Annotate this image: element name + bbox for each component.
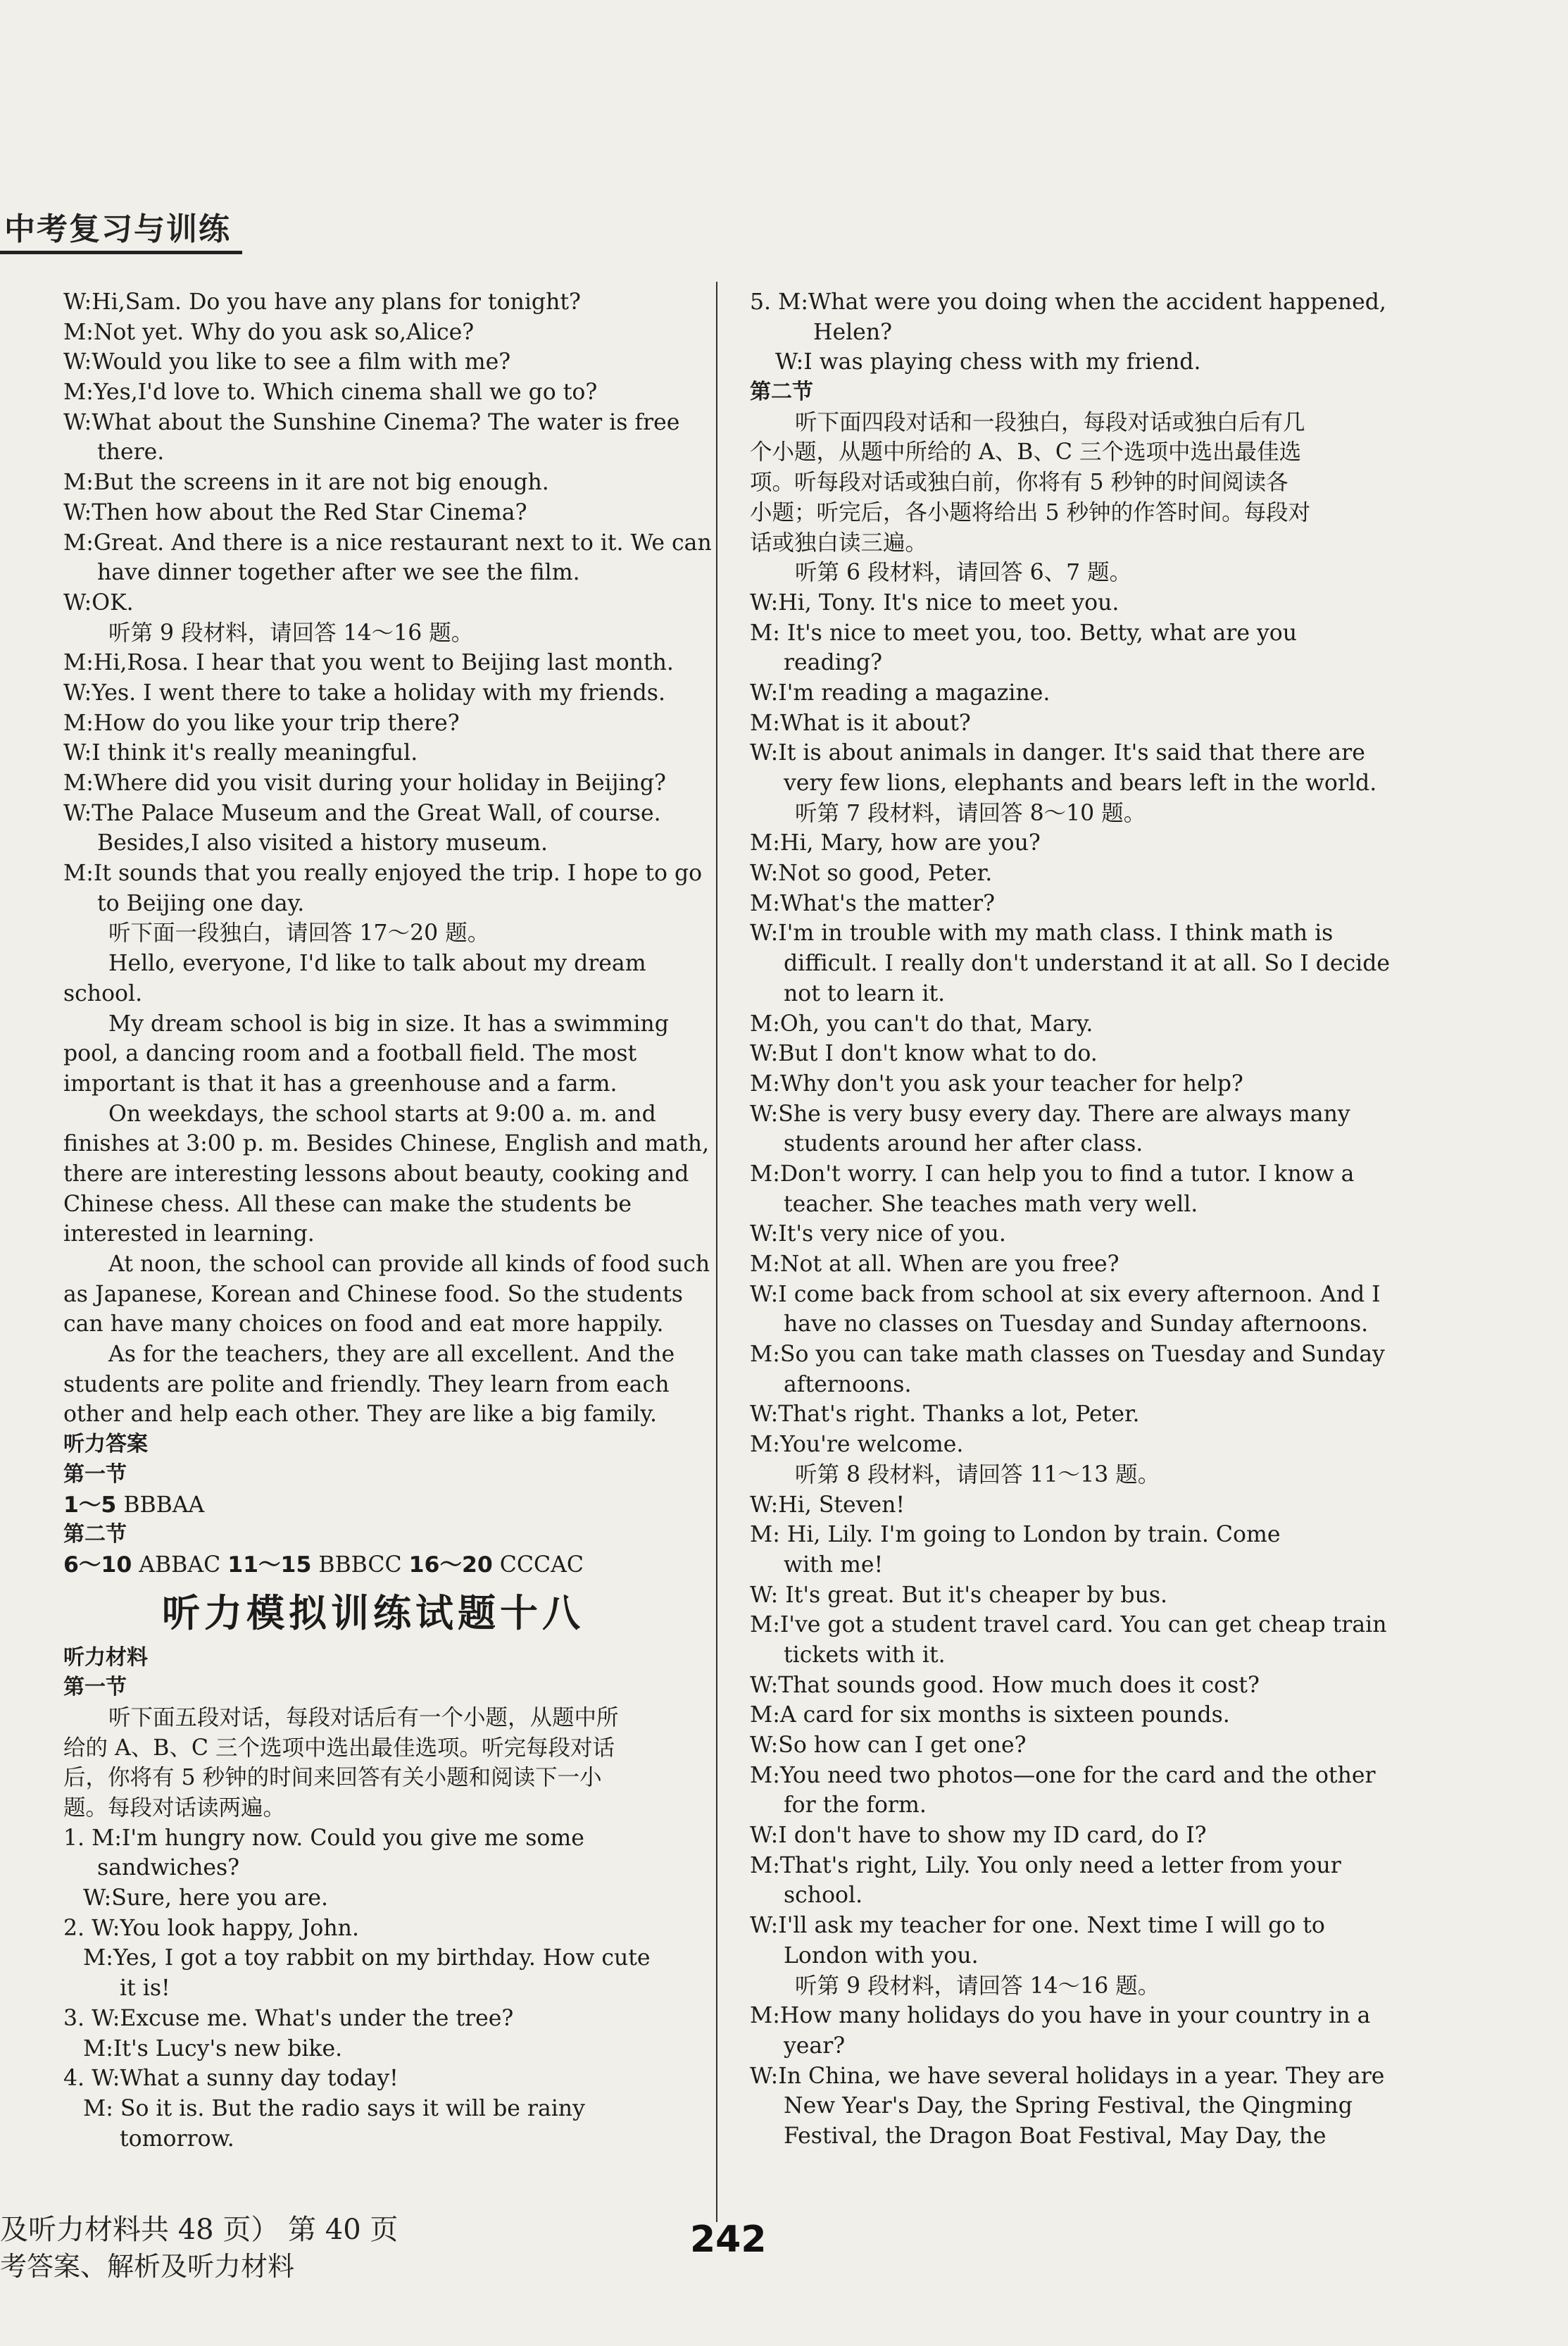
dialog-line: W:The Palace Museum and the Great Wall, of course. bbox=[63, 800, 661, 826]
monologue-line: As for the teachers, they are all excellent. And the bbox=[108, 1342, 675, 1368]
instructions bbox=[63, 1703, 683, 1823]
dialog-line: W:I'm reading a magazine. bbox=[750, 680, 1050, 706]
dialog-line: M:What's the matter? bbox=[750, 890, 995, 916]
dialog-section bbox=[750, 2001, 1385, 2151]
dialog-section bbox=[63, 648, 703, 918]
answer-values: BBBAA bbox=[116, 1492, 205, 1518]
dialog-line: M:Where did you visit during your holiday in Beijing? bbox=[63, 770, 666, 796]
monologue-line: interested in learning. bbox=[63, 1221, 315, 1247]
dialog-line: W:But I don't know what to do. bbox=[750, 1041, 1098, 1067]
dialog-section bbox=[63, 287, 712, 618]
dialog-line: W: It's great. But it's cheaper by bus. bbox=[750, 1582, 1168, 1608]
question-line: 4. W:What a sunny day today! bbox=[63, 2066, 399, 2092]
column-divider bbox=[716, 282, 717, 2222]
dialog-line: W:I'm in trouble with my math class. I think math is bbox=[750, 921, 1334, 947]
dialog-line: W:It is about animals in danger. It's said that there are bbox=[750, 740, 1365, 766]
answer-range: 16～20 bbox=[408, 1552, 493, 1578]
dialog-line: not to learn it. bbox=[784, 980, 946, 1006]
question-line: 5. M:What were you doing when the accident happened, bbox=[750, 289, 1386, 315]
dialog-line: difficult. I really don't understand it at all. So I decide bbox=[784, 951, 1391, 977]
instruction-line: 项。听每段对话或独白前，你将有 5 秒钟的时间阅读各 bbox=[750, 470, 1288, 496]
segment-label: 听第 9 段材料，请回答 14～16 题。 bbox=[795, 1973, 1160, 1999]
instruction-line: 后，你将有 5 秒钟的时间来回答有关小题和阅读下一小 bbox=[63, 1765, 602, 1791]
left-column bbox=[63, 287, 712, 2154]
dialog-line: M:Oh, you can't do that, Mary. bbox=[750, 1011, 1093, 1037]
question-line: 1. M:I'm hungry now. Could you give me some bbox=[63, 1825, 584, 1851]
footer bbox=[0, 2211, 398, 2285]
dialog-line: Festival, the Dragon Boat Festival, May Day, the bbox=[784, 2123, 1326, 2149]
dialog-section bbox=[750, 588, 1377, 799]
segment-label: 听第 8 段材料，请回答 11～13 题。 bbox=[795, 1461, 1160, 1487]
dialog-line: M:I've got a student travel card. You can get cheap train bbox=[750, 1612, 1387, 1638]
test-title: 听力模拟训练试题十八 bbox=[162, 1590, 584, 1635]
dialog-line: very few lions, elephants and bears left in the world. bbox=[784, 770, 1377, 796]
monologue-line: pool, a dancing room and a football field. The most bbox=[63, 1041, 637, 1067]
dialog-line: M:Not yet. Why do you ask so,Alice? bbox=[63, 319, 475, 345]
monologue-line: Hello, everyone, I'd like to talk about my dream bbox=[108, 951, 646, 977]
monologue-line: can have many choices on food and eat more happily. bbox=[63, 1311, 664, 1337]
dialog-line: W:It's very nice of you. bbox=[750, 1221, 1006, 1247]
monologue-line: important is that it has a greenhouse and a farm. bbox=[63, 1071, 617, 1097]
dialog-section bbox=[750, 828, 1391, 1459]
question-line: it is! bbox=[120, 1976, 170, 2002]
monologue-line: students are polite and friendly. They learn from each bbox=[63, 1371, 670, 1397]
answer-range: 11～15 bbox=[227, 1552, 312, 1578]
dialog-line: with me! bbox=[784, 1552, 884, 1578]
answers-heading: 听力答案 bbox=[63, 1432, 148, 1457]
question-line: 2. W:You look happy, John. bbox=[63, 1915, 359, 1941]
instruction-line: 题。每段对话读两遍。 bbox=[63, 1795, 286, 1821]
dialog-line: W:So how can I get one? bbox=[750, 1733, 1027, 1758]
dialog-line: M:Hi,Rosa. I hear that you went to Beijing last month. bbox=[63, 650, 674, 676]
question-line: M:It's Lucy's new bike. bbox=[83, 2035, 343, 2061]
answer-values: BBBCC bbox=[311, 1552, 409, 1578]
dialog-line: M:How many holidays do you have in your country in a bbox=[750, 2003, 1371, 2029]
dialog-line: to Beijing one day. bbox=[97, 890, 305, 916]
dialog-line: M:But the screens in it are not big enough. bbox=[63, 470, 549, 496]
dialog-line: M:That's right, Lily. You only need a letter from your bbox=[750, 1852, 1341, 1878]
dialog-line: W:OK. bbox=[63, 589, 134, 616]
dialog-line: M: It's nice to meet you, too. Betty, what are you bbox=[750, 620, 1298, 646]
answer-range: 1～5 bbox=[63, 1492, 117, 1518]
instruction-line: 听下面四段对话和一段独白，每段对话或独白后有几 bbox=[795, 409, 1305, 435]
monologue-line: school. bbox=[63, 980, 143, 1006]
segment-label: 听第 9 段材料，请回答 14～16 题。 bbox=[108, 620, 474, 646]
dialog-line: M: Hi, Lily. I'm going to London by train. Come bbox=[750, 1522, 1281, 1548]
question-line: W:Sure, here you are. bbox=[83, 1885, 329, 1911]
dialog-line: W:That sounds good. How much does it cost? bbox=[750, 1672, 1260, 1698]
question-line: M: So it is. But the radio says it will be rainy bbox=[83, 2095, 585, 2121]
book-series-label: 中考复习与训练 bbox=[0, 208, 242, 254]
dialog-line: W:I'll ask my teacher for one. Next time I will go to bbox=[750, 1913, 1325, 1939]
dialog-line: M:What is it about? bbox=[750, 710, 971, 736]
dialog-line: M:Great. And there is a nice restaurant next to it. We can bbox=[63, 530, 712, 556]
dialog-line: M:A card for six months is sixteen pounds. bbox=[750, 1702, 1230, 1728]
instruction-line: 小题；听完后，各小题将给出 5 秒钟的作答时间。每段对 bbox=[750, 499, 1311, 525]
right-column bbox=[750, 287, 1391, 2152]
dialog-line: W:Then how about the Red Star Cinema? bbox=[63, 499, 527, 525]
dialog-line: school. bbox=[784, 1883, 863, 1909]
dialog-line: W:Hi,Sam. Do you have any plans for tonight? bbox=[63, 289, 581, 315]
monologue-section bbox=[63, 949, 710, 1430]
dialog-line: M:How do you like your trip there? bbox=[63, 710, 460, 736]
dialog-section bbox=[750, 1490, 1387, 1971]
monologue-line: Chinese chess. All these can make the students be bbox=[63, 1191, 632, 1217]
monologue-line: as Japanese, Korean and Chinese food. So the students bbox=[63, 1281, 683, 1307]
instruction-line: 个小题，从题中所给的 A、B、C 三个选项中选出最佳选 bbox=[750, 439, 1302, 466]
dialog-line: W:I don't have to show my ID card, do I? bbox=[750, 1823, 1207, 1849]
segment-label: 听下面一段独白，请回答 17～20 题。 bbox=[108, 921, 490, 947]
question-line: Helen? bbox=[813, 319, 893, 345]
dialog-line: W:Hi, Tony. It's nice to meet you. bbox=[750, 589, 1119, 616]
dialog-line: W:Would you like to see a film with me? bbox=[63, 349, 511, 375]
monologue-line: On weekdays, the school starts at 9:00 a. m. and bbox=[108, 1101, 656, 1127]
dialog-line: W:I think it's really meaningful. bbox=[63, 740, 418, 766]
dialog-line: W:What about the Sunshine Cinema? The water is free bbox=[63, 409, 680, 435]
dialog-line: New Year's Day, the Spring Festival, the Qingming bbox=[784, 2093, 1353, 2119]
dialog-line: Besides,I also visited a history museum. bbox=[97, 830, 548, 856]
segment-label: 听第 7 段材料，请回答 8～10 题。 bbox=[795, 800, 1146, 826]
section-heading: 第一节 bbox=[63, 1675, 127, 1700]
dialog-line: afternoons. bbox=[784, 1371, 912, 1397]
footer-page-info: 及听力材料共 48 页） 第 40 页 bbox=[0, 2214, 399, 2246]
footer-book-section: 考答案、解析及听力材料 bbox=[0, 2251, 295, 2282]
dialog-line: M:Not at all. When are you free? bbox=[750, 1252, 1119, 1277]
dialog-line: have dinner together after we see the film. bbox=[97, 560, 580, 586]
dialog-line: M:So you can take math classes on Tuesday and Sunday bbox=[750, 1342, 1385, 1368]
dialog-line: M:You're welcome. bbox=[750, 1432, 964, 1458]
dialog-line: M:Yes,I'd love to. Which cinema shall we go to? bbox=[63, 380, 598, 406]
section-heading: 第二节 bbox=[750, 380, 813, 405]
answer-range: 6～10 bbox=[63, 1552, 132, 1578]
answer-values: CCCAC bbox=[492, 1552, 584, 1578]
dialog-line: year? bbox=[784, 2033, 846, 2059]
monologue-line: My dream school is big in size. It has a swimming bbox=[108, 1011, 669, 1037]
dialog-line: reading? bbox=[784, 650, 883, 676]
dialog-line: tickets with it. bbox=[784, 1642, 946, 1668]
dialog-line: teacher. She teaches math very well. bbox=[784, 1191, 1198, 1217]
dialog-line: students around her after class. bbox=[784, 1131, 1143, 1157]
monologue-line: finishes at 3:00 p. m. Besides Chinese, English and math, bbox=[63, 1131, 710, 1157]
dialog-line: have no classes on Tuesday and Sunday afternoons. bbox=[784, 1311, 1369, 1337]
dialog-line: W:Not so good, Peter. bbox=[750, 861, 993, 887]
question-line: M:Yes, I got a toy rabbit on my birthday. How cute bbox=[83, 1945, 651, 1971]
dialog-line: W:I come back from school at six every afternoon. And I bbox=[750, 1281, 1381, 1307]
question-line: W:I was playing chess with my friend. bbox=[775, 349, 1201, 375]
section-heading: 第一节 bbox=[63, 1461, 127, 1487]
answer-row bbox=[63, 1490, 683, 1521]
answer-values: ABBAC bbox=[132, 1552, 228, 1578]
dialog-line: W:That's right. Thanks a lot, Peter. bbox=[750, 1402, 1140, 1428]
dialog-line: for the form. bbox=[784, 1792, 927, 1818]
instructions bbox=[750, 408, 1366, 558]
question-line: tomorrow. bbox=[120, 2126, 234, 2152]
dialog-line: W:Hi, Steven! bbox=[750, 1492, 905, 1518]
dialog-line: M:Why don't you ask your teacher for help? bbox=[750, 1071, 1243, 1097]
dialog-line: W:Yes. I went there to take a holiday with my friends. bbox=[63, 680, 665, 706]
dialog-line: M:Hi, Mary, how are you? bbox=[750, 830, 1041, 856]
dialog-line: there. bbox=[97, 439, 165, 466]
answer-row bbox=[63, 1550, 683, 1580]
dialog-line: W:In China, we have several holidays in a year. They are bbox=[750, 2063, 1385, 2089]
instruction-line: 给的 A、B、C 三个选项中选出最佳选项。听完每段对话 bbox=[63, 1735, 615, 1761]
dialog-line: M:Don't worry. I can help you to find a tutor. I know a bbox=[750, 1161, 1355, 1187]
section-heading: 第二节 bbox=[63, 1522, 127, 1547]
monologue-line: other and help each other. They are like a big family. bbox=[63, 1402, 658, 1428]
dialog-line: M:It sounds that you really enjoyed the trip. I hope to go bbox=[63, 861, 703, 887]
material-heading: 听力材料 bbox=[63, 1645, 148, 1670]
question-line: sandwiches? bbox=[97, 1855, 240, 1881]
monologue-line: there are interesting lessons about beauty, cooking and bbox=[63, 1161, 689, 1187]
dialog-line: M:You need two photos—one for the card and the other bbox=[750, 1762, 1376, 1788]
instruction-line: 话或独白读三遍。 bbox=[750, 530, 928, 556]
page-number: 242 bbox=[690, 2219, 767, 2261]
question-line: 3. W:Excuse me. What's under the tree? bbox=[63, 2005, 514, 2031]
dialog-line: W:She is very busy every day. There are always many bbox=[750, 1101, 1350, 1127]
dialog-line: London with you. bbox=[784, 1942, 979, 1968]
instruction-line: 听下面五段对话，每段对话后有一个小题，从题中所 bbox=[108, 1704, 619, 1730]
monologue-line: At noon, the school can provide all kinds of food such bbox=[108, 1252, 710, 1277]
segment-label: 听第 6 段材料，请回答 6、7 题。 bbox=[795, 560, 1132, 586]
